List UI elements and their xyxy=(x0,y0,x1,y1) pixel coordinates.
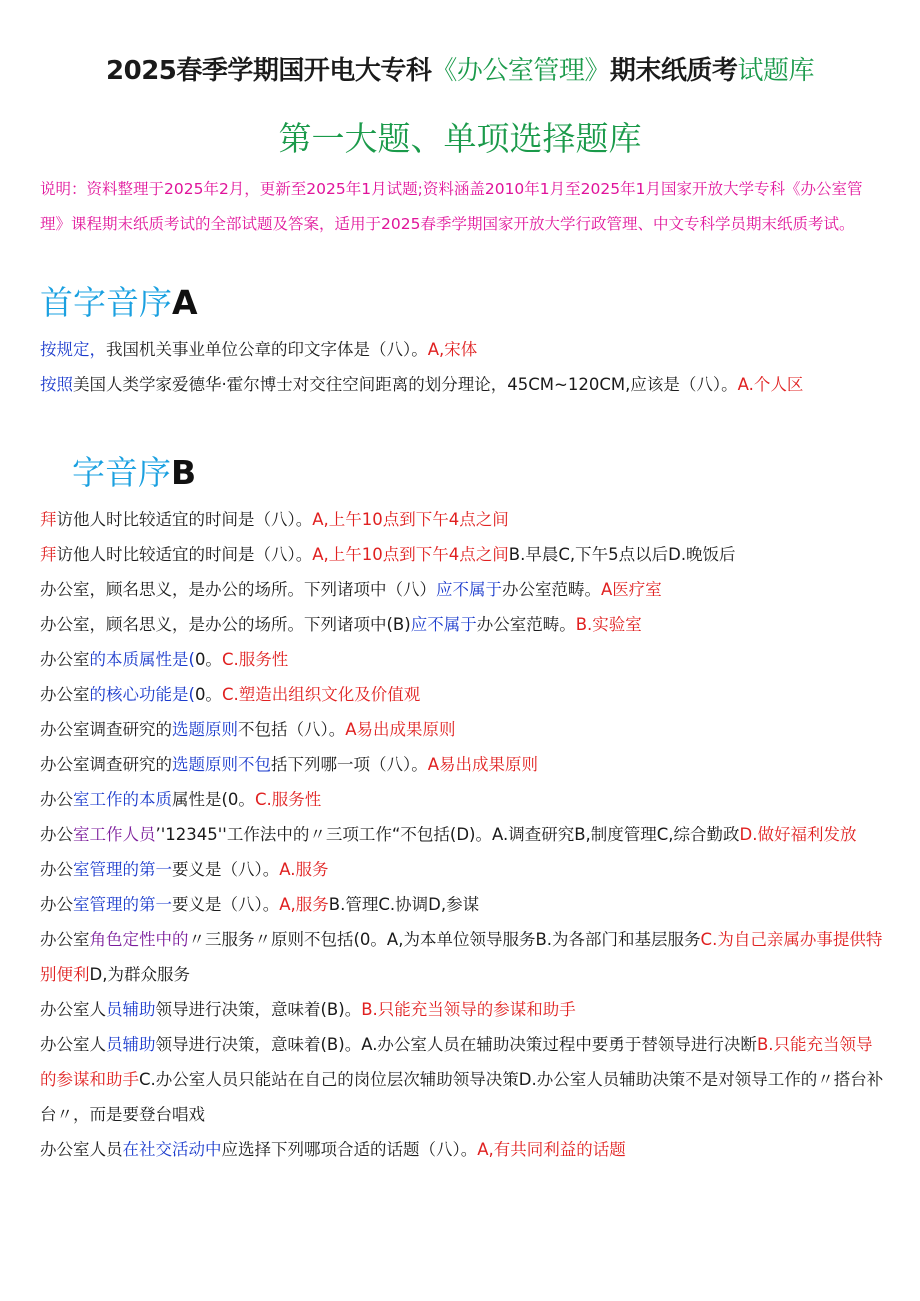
answer-text: A,上午10点到下午4点之间 xyxy=(312,545,509,564)
explanation-note: 说明：资料整理于2025年2月，更新至2025年1月试题;资料涵盖2010年1月至2025年1月国家开放大学专科《办公室管理》课程期末纸质考试的全部试题及答案，适用于2025春季学期国家开放大学行政管理、中文专科学员期末纸质考试。 xyxy=(40,180,863,233)
document-title xyxy=(0,52,920,90)
question-entry xyxy=(40,992,885,1027)
group-heading-a-text: 首字音序 xyxy=(40,283,172,322)
entry-seg: C.办公室人员只能站在自己的岗位层次辅助领导决策D.办公室人员辅助决策不是对领导工作的〃搭台补台〃，而是要登台唱戏 xyxy=(40,1070,884,1124)
answer-text: B.只能充当领导的参谋和助手 xyxy=(40,1035,873,1089)
entry-seg: 办公室范畴。 xyxy=(476,615,576,634)
question-entry xyxy=(40,817,885,852)
answer-text: D.做好福利发放 xyxy=(739,825,857,844)
question-entry xyxy=(40,887,885,922)
entry-seg: 拜 xyxy=(40,545,57,564)
group-heading-b-text: 字音序 xyxy=(72,453,171,492)
title-part-3: 期末纸质考 xyxy=(609,56,738,86)
entry-seg: 办公 xyxy=(40,895,73,914)
answer-text: B.实验室 xyxy=(575,615,642,634)
entry-seg: 办公室，顾名思义，是办公的场所。下列诸项中(B) xyxy=(40,615,411,634)
entry-seg: 访他人时比较适宜的时间是（八）。 xyxy=(56,510,313,529)
entry-seg: 要义是（八）。 xyxy=(172,860,280,879)
entry-seg: B.管理C.协调D,参谋 xyxy=(328,895,480,914)
group-heading-a xyxy=(40,280,198,326)
entry-seg: 访他人时比较适宜的时间是（八）。 xyxy=(56,545,313,564)
question-entry xyxy=(40,367,885,402)
entry-seg: 办公 xyxy=(40,790,73,809)
question-entry xyxy=(40,607,885,642)
entry-seg: 〃三服务〃原则不包括(0。A,为本单位领导服务B.为各部门和基层服务 xyxy=(188,930,701,949)
entry-seg: 美国人类学家爱德华·霍尔博士对交往空间距离的划分理论，45CM~120CM,应该是（八）。 xyxy=(73,375,738,394)
entry-seg: 0。 xyxy=(194,685,222,704)
answer-text: A医疗室 xyxy=(601,580,662,599)
title-part-2: 《办公室管理》 xyxy=(431,56,610,86)
title-part-1: 2025春季学期国开电大专科 xyxy=(106,56,432,86)
question-entry xyxy=(40,642,885,677)
entry-seg: 我国机关事业单位公章的印文字体是（八）。 xyxy=(106,340,428,359)
answer-text: B.只能充当领导的参谋和助手 xyxy=(361,1000,576,1019)
entry-seg: 员辅助 xyxy=(106,1035,156,1054)
group-heading-b-letter: B xyxy=(171,453,197,492)
entry-seg: 按照 xyxy=(40,375,73,394)
entry-seg: 办公 xyxy=(40,825,73,844)
title-part-4: 试题库 xyxy=(737,56,814,86)
entry-seg: 领导进行决策，意味着(B)。 xyxy=(155,1000,362,1019)
entry-seg: 选题原则不包 xyxy=(172,755,271,774)
group-b-entries xyxy=(40,502,885,1167)
entry-seg: 办公室调查研究的 xyxy=(40,755,172,774)
entry-seg: 角色定性中的 xyxy=(89,930,189,949)
entry-seg: B.早晨C,下午5点以后D.晚饭后 xyxy=(508,545,736,564)
answer-text: C.塑造出组织文化及价值观 xyxy=(221,685,421,704)
entry-seg: 按规定， xyxy=(40,340,106,359)
entry-seg: 办公室调查研究的 xyxy=(40,720,172,739)
entry-seg: 办公室人 xyxy=(40,1000,106,1019)
entry-seg: 室工作的本质 xyxy=(73,790,172,809)
question-entry xyxy=(40,502,885,537)
answer-text: A,宋体 xyxy=(427,340,478,359)
answer-text: A易出成果原则 xyxy=(345,720,456,739)
answer-text: C.服务性 xyxy=(221,650,289,669)
question-entry xyxy=(40,332,885,367)
entry-seg: 不包括（八）。 xyxy=(238,720,346,739)
group-heading-a-letter: A xyxy=(172,283,198,322)
entry-seg: 拜 xyxy=(40,510,57,529)
question-entry xyxy=(40,922,885,992)
answer-text: A,服务 xyxy=(279,895,329,914)
entry-seg: 办公室范畴。 xyxy=(502,580,601,599)
entry-seg: 应选择下列哪项合适的话题（八）。 xyxy=(221,1140,478,1159)
entry-seg: 办公室人员 xyxy=(40,1140,123,1159)
answer-text: C.服务性 xyxy=(254,790,322,809)
question-entry xyxy=(40,1027,885,1132)
entry-seg: 办公室 xyxy=(40,650,90,669)
group-a-entries xyxy=(40,332,885,402)
entry-seg: D,为群众服务 xyxy=(89,965,190,984)
group-heading-b xyxy=(72,450,196,496)
entry-seg: 办公 xyxy=(40,860,73,879)
entry-seg: ’'12345''工作法中的〃三项工作“不包括(D)。A.调查研究B,制度管理C,综合勤政 xyxy=(155,825,740,844)
answer-text: A,上午10点到下午4点之间 xyxy=(312,510,509,529)
entry-seg: 的核心功能是( xyxy=(89,685,195,704)
entry-seg: 室管理的第一 xyxy=(73,895,172,914)
answer-text: A易出成果原则 xyxy=(427,755,539,774)
entry-seg: 室工作人员 xyxy=(73,825,156,844)
question-entry xyxy=(40,1132,885,1167)
section-title: 第一大题、单项选择题库 xyxy=(278,119,642,158)
entry-seg: 室管理的第一 xyxy=(73,860,172,879)
question-entry xyxy=(40,852,885,887)
answer-text: A.个人区 xyxy=(737,375,804,394)
answer-text: A.服务 xyxy=(279,860,329,879)
entry-seg: 办公室人 xyxy=(40,1035,106,1054)
question-entry xyxy=(40,677,885,712)
entry-seg: 的本质属性是( xyxy=(89,650,195,669)
entry-seg: 办公室，顾名思义，是办公的场所。下列诸项中（八） xyxy=(40,580,436,599)
entry-seg: 办公室 xyxy=(40,685,90,704)
entry-seg: 0。 xyxy=(194,650,222,669)
entry-seg: 办公室 xyxy=(40,930,90,949)
question-entry xyxy=(40,782,885,817)
answer-text: C.为自己亲属办事提供特别便利 xyxy=(40,930,883,984)
entry-seg: 在社交活动中 xyxy=(122,1140,222,1159)
entry-seg: 属性是(0。 xyxy=(172,790,255,809)
question-entry xyxy=(40,747,885,782)
entry-seg: 选题原则 xyxy=(172,720,238,739)
question-entry xyxy=(40,572,885,607)
question-entry xyxy=(40,537,885,572)
entry-seg: 要义是（八）。 xyxy=(172,895,280,914)
entry-seg: 领导进行决策，意味着(B)。A.办公室人员在辅助决策过程中要勇于替领导进行决断 xyxy=(155,1035,757,1054)
entry-seg: 员辅助 xyxy=(106,1000,156,1019)
question-entry xyxy=(40,712,885,747)
entry-seg: 应不属于 xyxy=(410,615,477,634)
entry-seg: 应不属于 xyxy=(436,580,502,599)
answer-text: A,有共同利益的话题 xyxy=(477,1140,626,1159)
entry-seg: 括下列哪一项（八）。 xyxy=(271,755,428,774)
